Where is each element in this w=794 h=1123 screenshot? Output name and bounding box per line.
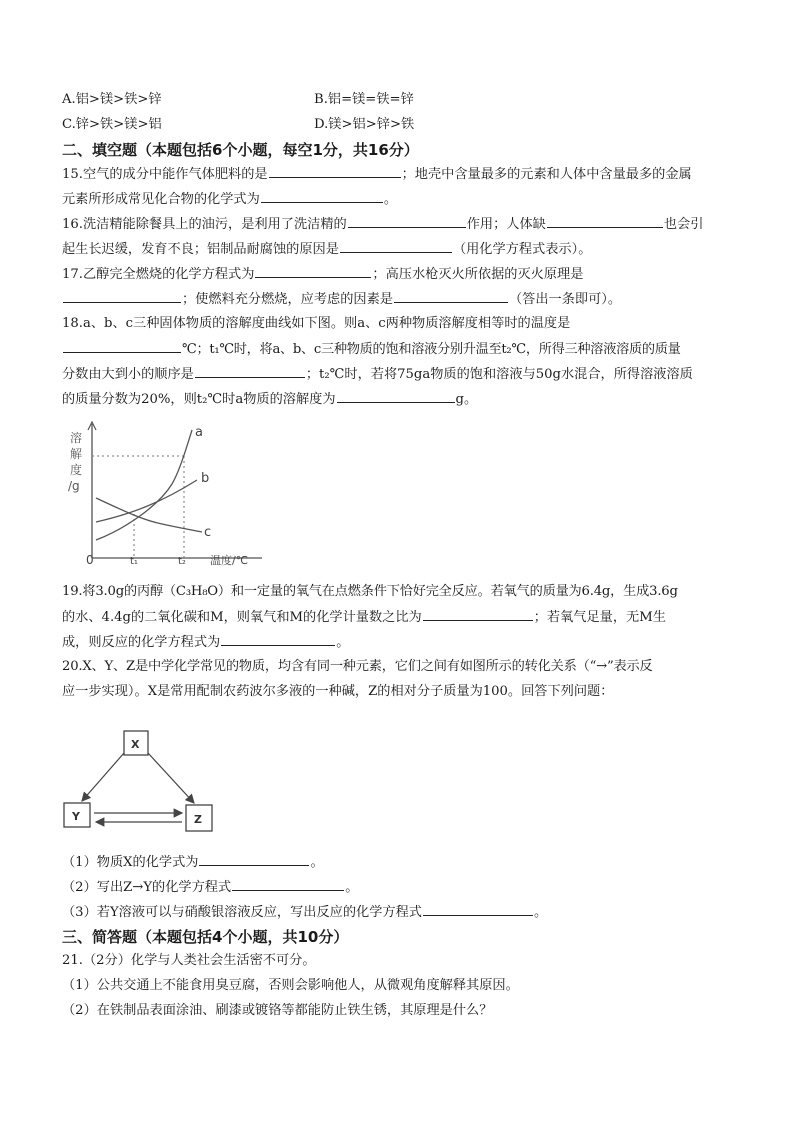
- option-d: D.镁>铝>锌>铁: [314, 117, 415, 132]
- x-axis-label: 温度/℃: [210, 554, 249, 567]
- answer-blank[interactable]: [221, 632, 335, 646]
- box-z-label: Z: [194, 813, 202, 826]
- q19-text-5: 。: [336, 635, 350, 650]
- answer-blank[interactable]: [340, 239, 452, 253]
- question-21-line-1: 21.（2分）化学与人类社会生活密不可分。: [62, 953, 316, 968]
- t2-label: t₂: [178, 556, 186, 567]
- origin-label: 0: [86, 553, 94, 567]
- question-17-line-1: [62, 264, 583, 285]
- question-17-line-2: [62, 289, 621, 310]
- solubility-curve-graph: [62, 418, 272, 570]
- answer-blank[interactable]: [261, 189, 383, 203]
- q18-text-2: ℃；t₁℃时，将a、b、c三种物质的饱和溶液分别升温至t₂℃，所得三种溶液溶质的质量: [182, 342, 681, 357]
- q17-text-4: （答出一条即可）。: [509, 292, 622, 307]
- q20-sub2-end: 。: [345, 880, 359, 895]
- q16-text-4: 起生长迟缓，发育不良；铝制品耐腐蚀的原因是: [62, 242, 339, 257]
- question-16-line-1: [62, 214, 703, 235]
- q16-text-3: 也会引: [663, 217, 704, 232]
- question-20-line-1: 20.X、Y、Z是中学化学常见的物质，均含有同一种元素，它们之间有如图所示的转化关系（“→”表示反: [62, 659, 653, 674]
- answer-blank[interactable]: [547, 214, 663, 228]
- question-19-line-1: 19.将3.0g的丙醇（C₃H₈O）和一定量的氧气在点燃条件下恰好完全反应。若氧气的质量为6.4g，生成3.6g: [62, 584, 678, 599]
- arrow-x-to-y: [82, 753, 124, 801]
- question-16-line-2: [62, 239, 591, 260]
- q17-text-3: ；使燃料充分燃烧，应考虑的因素是: [182, 292, 393, 307]
- q17-text-1: 17.乙醇完全燃烧的化学方程式为: [62, 267, 255, 282]
- curve-b: [96, 480, 197, 522]
- q15-text-4: 。: [383, 192, 397, 207]
- answer-blank[interactable]: [63, 339, 181, 353]
- question-20-sub-1: [62, 852, 324, 873]
- section-heading-short-answer: 三、简答题（本题包括4个小题，共10分）: [62, 928, 349, 946]
- q16-text-5: （用化学方程式表示）。: [452, 242, 592, 257]
- question-19-line-2: [62, 607, 666, 628]
- q20-sub3-text: （3）若Y溶液可以与硝酸银溶液反应，写出反应的化学方程式: [62, 905, 422, 920]
- q15-text-2: ；地壳中含量最多的元素和人体中含量最多的金属: [401, 167, 692, 182]
- y-label-1: 溶: [70, 431, 83, 445]
- q19-text-4: 成，则反应的化学方程式为: [62, 635, 221, 650]
- q18-text-4: ；t₂℃时，若将75ga物质的饱和溶液与50g水混合，所得溶液溶质: [305, 367, 693, 382]
- q16-text-2: 作用；人体缺: [466, 217, 546, 232]
- question-18-line-2: [62, 339, 681, 360]
- curve-b-label: b: [201, 471, 210, 486]
- curve-c-label: c: [204, 525, 212, 540]
- question-19-line-3: [62, 632, 349, 653]
- box-y-label: Y: [72, 810, 80, 823]
- q20-sub2-text: （2）写出Z→Y的化学方程式: [62, 880, 232, 895]
- box-x-label: X: [131, 738, 140, 751]
- question-20-sub-3: [62, 902, 547, 923]
- answer-blank[interactable]: [394, 289, 508, 303]
- answer-blank[interactable]: [232, 877, 344, 891]
- answer-blank[interactable]: [63, 289, 181, 303]
- question-20-sub-2: [62, 877, 358, 898]
- y-label-2: 解: [70, 447, 83, 461]
- q18-text-5: 的质量分数为20%，则t₂℃时a物质的溶解度为: [62, 392, 336, 407]
- curve-a: [96, 430, 192, 540]
- curve-a-label: a: [195, 425, 203, 440]
- option-b: B.铝=镁=铁=锌: [314, 92, 414, 107]
- xyz-transformation-diagram: [62, 727, 222, 835]
- q18-text-3: 分数由大到小的顺序是: [62, 367, 194, 382]
- q17-text-2: ；高压水枪灭火所依据的灭火原理是: [372, 267, 584, 282]
- answer-blank[interactable]: [423, 607, 533, 621]
- q16-text-1: 16.洗洁精能除餐具上的油污，是利用了洗洁精的: [62, 217, 347, 232]
- curve-c: [96, 498, 202, 532]
- q15-text-1: 15.空气的成分中能作气体肥料的是: [62, 167, 268, 182]
- question-20-line-2: 应一步实现）。X是常用配制农药波尔多液的一种碱，Z的相对分子质量为100。回答下列问题：: [62, 684, 614, 699]
- answer-blank[interactable]: [269, 164, 401, 178]
- option-a: A.铝>镁>铁>锌: [62, 92, 162, 107]
- y-label-3: 度: [70, 463, 83, 477]
- q20-sub3-end: 。: [533, 905, 548, 920]
- question-18-line-1: 18.a、b、c三种固体物质的溶解度曲线如下图。则a、c两种物质溶解度相等时的温度是: [62, 316, 571, 331]
- q19-text-2: 的水、4.4g的二氧化碳和M，则氧气和M的化学计量数之比为: [62, 610, 422, 625]
- answer-blank[interactable]: [195, 364, 305, 378]
- question-15-line-1: [62, 164, 692, 185]
- answer-blank[interactable]: [199, 852, 309, 866]
- option-c: C.锌>铁>镁>铝: [62, 117, 162, 132]
- answer-blank[interactable]: [255, 264, 371, 278]
- q20-sub1-end: 。: [310, 855, 324, 870]
- arrow-x-to-z: [148, 753, 194, 803]
- q18-text-6: g。: [455, 392, 478, 407]
- y-label-4: /g: [68, 479, 80, 493]
- answer-blank[interactable]: [348, 214, 466, 228]
- answer-blank[interactable]: [423, 902, 533, 916]
- question-21-sub-2: （2）在铁制品表面涂油、刷漆或镀铬等都能防止铁生锈，其原理是什么？: [62, 1003, 493, 1018]
- question-18-line-4: [62, 389, 477, 410]
- t1-label: t₁: [130, 556, 138, 567]
- question-21-sub-1: （1）公共交通上不能食用臭豆腐，否则会影响他人，从微观角度解释其原因。: [62, 978, 519, 993]
- q20-sub1-text: （1）物质X的化学式为: [62, 855, 199, 870]
- question-15-line-2: [62, 189, 397, 210]
- section-heading-fill-in: 二、填空题（本题包括6个小题，每空1分，共16分）: [62, 141, 419, 159]
- answer-blank[interactable]: [337, 389, 455, 403]
- q19-text-3: ；若氧气足量，无M生: [533, 610, 666, 625]
- q15-text-3: 元素所形成常见化合物的化学式为: [62, 192, 260, 207]
- question-18-line-3: [62, 364, 693, 385]
